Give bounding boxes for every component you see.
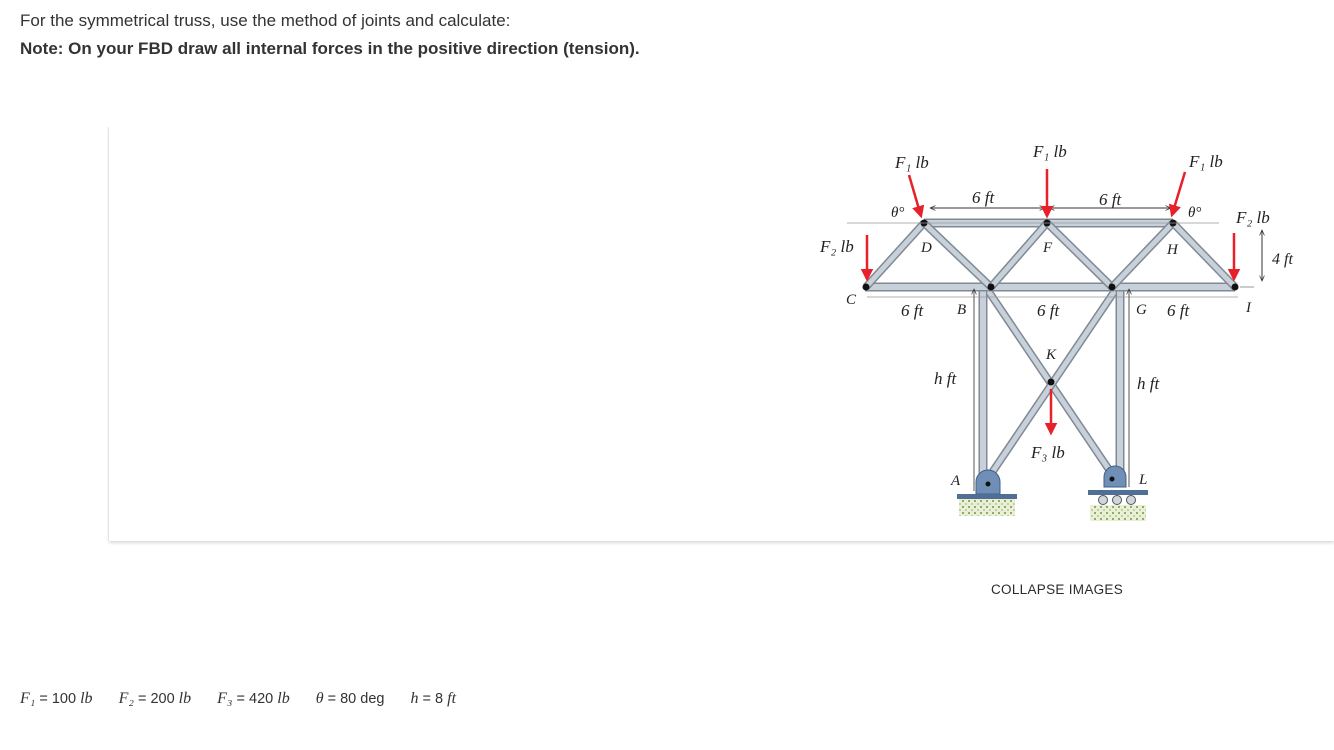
given-theta-value: = 80 deg bbox=[323, 691, 385, 707]
given-f3-unit: lb bbox=[277, 690, 290, 707]
given-theta-symbol: θ bbox=[315, 690, 324, 707]
label-node-i: I bbox=[1246, 300, 1251, 316]
label-dim-top-right: 6 ft bbox=[1099, 190, 1122, 209]
given-f3-symbol: F₃ bbox=[217, 690, 233, 707]
given-f3-value: = 420 bbox=[232, 691, 278, 707]
label-node-c: C bbox=[846, 292, 857, 308]
label-dim-top-left: 6 ft bbox=[972, 188, 995, 207]
label-h-left: h ft bbox=[934, 369, 957, 388]
given-f3 bbox=[217, 690, 290, 708]
pin-support-a bbox=[957, 470, 1017, 516]
given-f1-value: = 100 bbox=[35, 691, 81, 707]
label-f2-left: F₂ lb bbox=[820, 237, 854, 256]
question-note: Note: On your FBD draw all internal forces in the positive direction (tension). bbox=[20, 39, 640, 58]
given-h-value: = 8 bbox=[418, 691, 448, 707]
label-dim-bot-right: 6 ft bbox=[1167, 301, 1190, 320]
figure-labels bbox=[819, 142, 1293, 489]
given-f2-symbol: F₂ bbox=[118, 690, 134, 707]
label-f1-left: F₁ lb bbox=[895, 153, 929, 172]
given-h-unit: ft bbox=[447, 690, 457, 707]
label-dim-height: 4 ft bbox=[1272, 251, 1293, 268]
label-dim-bot-left: 6 ft bbox=[901, 301, 924, 320]
collapse-images-link[interactable]: COLLAPSE IMAGES bbox=[991, 582, 1124, 597]
truss-figure-card bbox=[109, 127, 1334, 541]
label-f2-right: F₂ lb bbox=[1236, 208, 1270, 227]
label-node-h: H bbox=[1167, 242, 1178, 258]
label-h-right: h ft bbox=[1137, 374, 1160, 393]
given-f2-unit: lb bbox=[178, 690, 192, 707]
given-f2-value: = 200 bbox=[133, 691, 179, 707]
label-f1-mid: F₁ lb bbox=[1033, 142, 1067, 161]
label-dim-bot-mid: 6 ft bbox=[1037, 301, 1060, 320]
given-theta bbox=[316, 690, 385, 708]
label-f3: F₃ lb bbox=[1031, 443, 1065, 462]
given-f2 bbox=[119, 690, 192, 708]
label-theta-right: θ° bbox=[1188, 205, 1202, 221]
label-node-g: G bbox=[1136, 302, 1147, 318]
given-f1-unit: lb bbox=[80, 690, 93, 707]
given-h-symbol: h bbox=[410, 690, 419, 707]
label-node-f: F bbox=[1043, 240, 1053, 256]
given-h bbox=[411, 690, 457, 708]
label-node-d: D bbox=[921, 240, 932, 256]
label-node-k: K bbox=[1046, 347, 1057, 363]
label-theta-left: θ° bbox=[891, 205, 905, 221]
label-node-a: A bbox=[951, 473, 961, 489]
label-node-l: L bbox=[1139, 472, 1148, 488]
question-text: For the symmetrical truss, use the method of joints and calculate: bbox=[20, 11, 511, 30]
given-values bbox=[20, 690, 478, 708]
given-f1-symbol: F₁ bbox=[20, 690, 36, 707]
truss-diagram bbox=[109, 127, 1334, 541]
label-f1-right: F₁ lb bbox=[1189, 152, 1223, 171]
label-node-b: B bbox=[957, 302, 967, 318]
given-f1 bbox=[20, 690, 93, 708]
